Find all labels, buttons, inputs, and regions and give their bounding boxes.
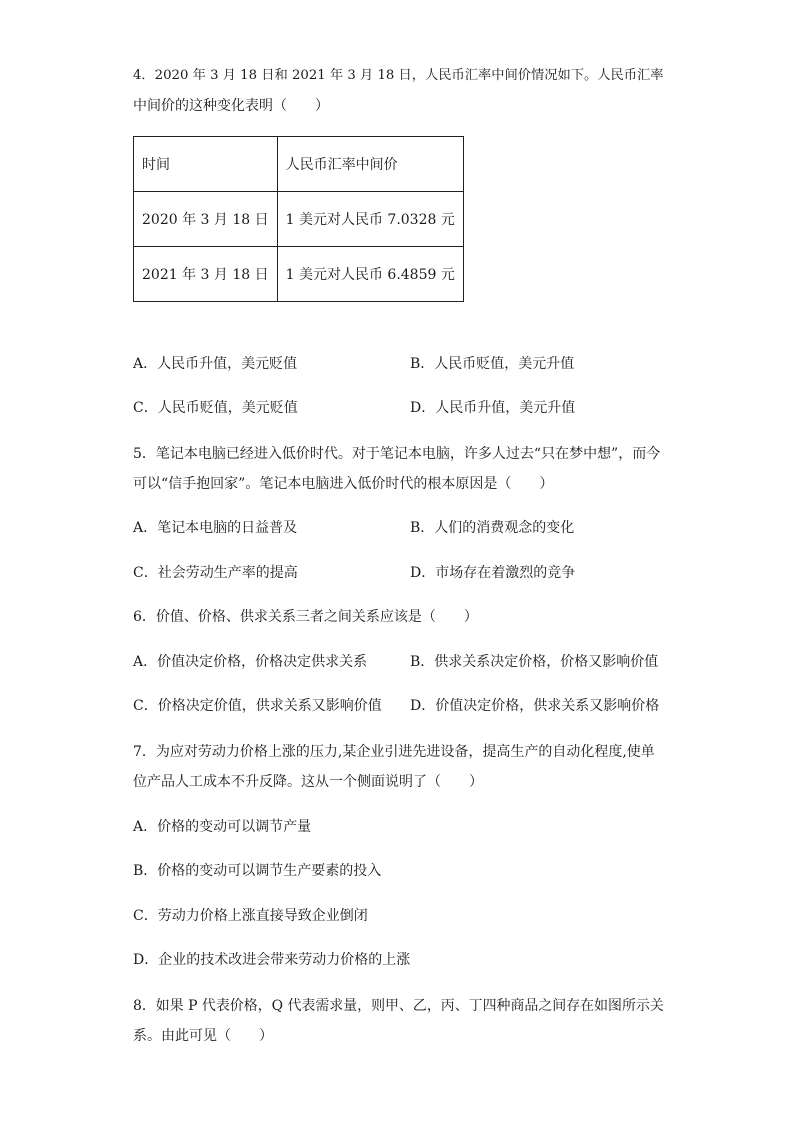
question-7-option-d[interactable]: D．企业的技术改进会带来劳动力价格的上涨	[133, 952, 411, 968]
table-row	[134, 247, 464, 302]
table-header-time: 时间	[134, 137, 278, 192]
question-6-stem-line-1: 6．价值、价格、供求关系三者之间关系应该是（ ）	[133, 609, 478, 625]
question-5-stem-line-1: 5．笔记本电脑已经进入低价时代。对于笔记本电脑，许多人过去“只在梦中想”，而今	[133, 446, 661, 462]
question-8-stem-line-1: 8．如果 P 代表价格，Q 代表需求量，则甲、乙，丙、丁四种商品之间存在如图所示关	[133, 998, 664, 1014]
question-5-option-c[interactable]: C．社会劳动生产率的提高	[133, 565, 298, 581]
question-6-option-b[interactable]: B．供求关系决定价格，价格又影响价值	[410, 654, 659, 670]
table-cell-rate: 1 美元对人民币 6.4859 元	[277, 247, 463, 302]
question-4-stem-line-1: 4．2020 年 3 月 18 日和 2021 年 3 月 18 日，人民币汇率中间价情况如下。人民币汇率	[133, 68, 664, 83]
table-cell-date: 2020 年 3 月 18 日	[134, 192, 278, 247]
question-7-option-c[interactable]: C．劳动力价格上涨直接导致企业倒闭	[133, 908, 368, 924]
question-5-option-a[interactable]: A．笔记本电脑的日益普及	[133, 520, 298, 536]
question-6-option-c[interactable]: C．价格决定价值，供求关系又影响价值	[133, 698, 382, 714]
exchange-rate-table	[133, 136, 464, 302]
question-7-stem-line-1: 7．为应对劳动力价格上涨的压力,某企业引进先进设备，提高生产的自动化程度,使单	[133, 744, 655, 760]
question-6-option-a[interactable]: A．价值决定价格，价格决定供求关系	[133, 654, 368, 670]
question-5-option-d[interactable]: D．市场存在着激烈的竞争	[410, 565, 576, 581]
table-cell-date: 2021 年 3 月 18 日	[134, 247, 278, 302]
question-4-option-a[interactable]: A．人民币升值，美元贬值	[133, 356, 298, 372]
question-4-stem-line-2: 中间价的这种变化表明（ ）	[133, 98, 329, 114]
table-header-row	[134, 137, 464, 192]
question-4-option-c[interactable]: C．人民币贬值，美元贬值	[133, 400, 298, 416]
question-8-stem-line-2: 系。由此可见（ ）	[133, 1028, 273, 1044]
table-row	[134, 192, 464, 247]
question-7-option-a[interactable]: A．价格的变动可以调节产量	[133, 819, 312, 835]
table-cell-rate: 1 美元对人民币 7.0328 元	[277, 192, 463, 247]
question-7-stem-line-2: 位产品人工成本不升反降。这从一个侧面说明了（ ）	[133, 774, 483, 790]
question-5-stem-line-2: 可以“信手抱回家”。笔记本电脑进入低价时代的根本原因是（ ）	[133, 476, 554, 492]
question-4-option-d[interactable]: D．人民币升值，美元升值	[410, 400, 576, 416]
table-header-rate: 人民币汇率中间价	[277, 137, 463, 192]
question-4-option-b[interactable]: B．人民币贬值，美元升值	[410, 356, 575, 372]
question-5-option-b[interactable]: B．人们的消费观念的变化	[410, 520, 575, 536]
question-7-option-b[interactable]: B．价格的变动可以调节生产要素的投入	[133, 863, 382, 879]
question-6-option-d[interactable]: D．价值决定价格，供求关系又影响价格	[410, 698, 660, 714]
